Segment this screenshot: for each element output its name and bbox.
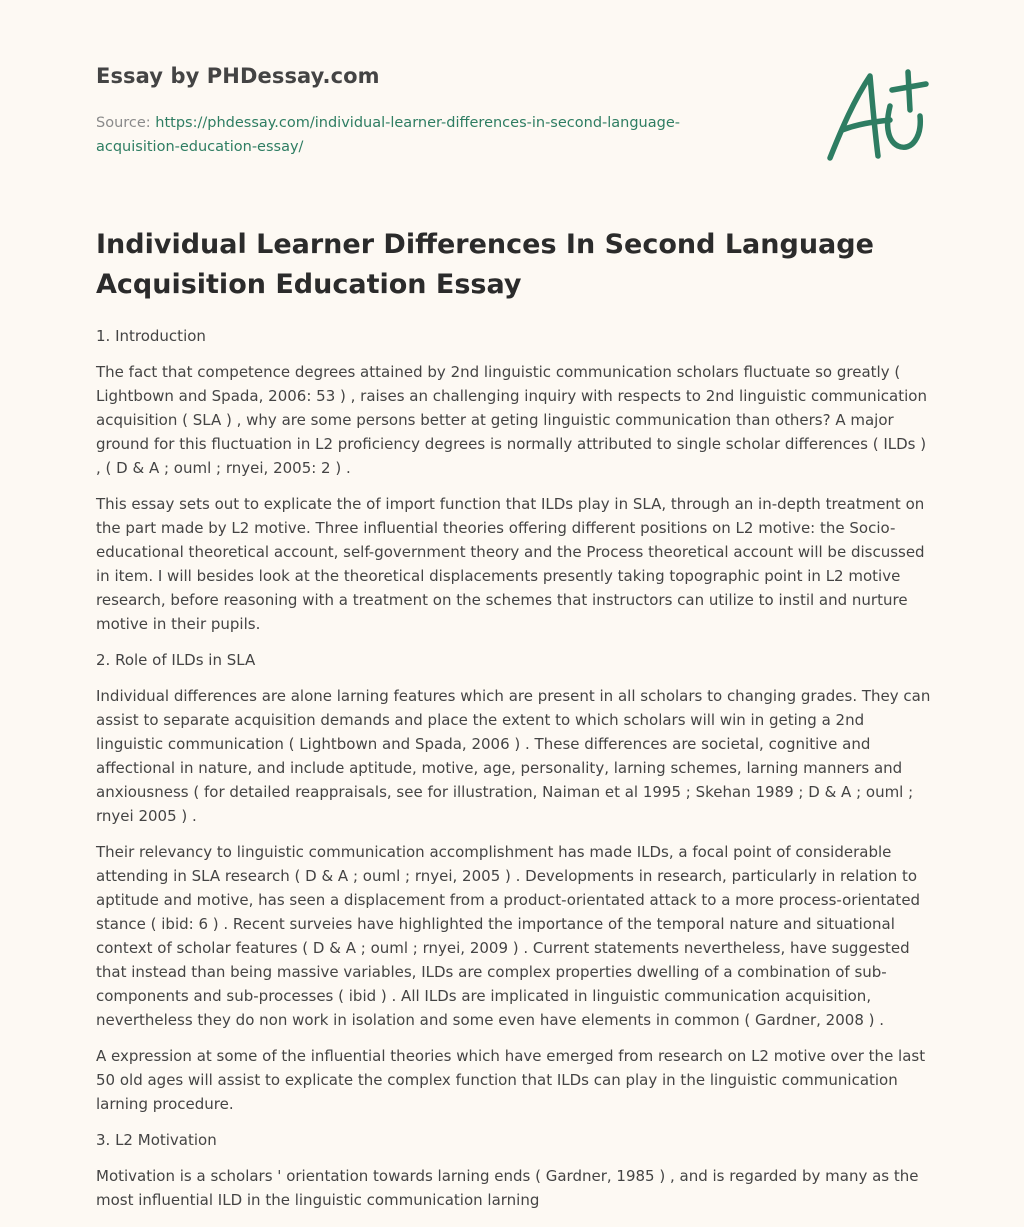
paragraph: The fact that competence degrees attained by 2nd linguistic communication scholars fluctuate so greatly ( Lightbown and Spada, 2006: 53 ) , raises an challenging inquiry with respects to 2nd linguistic communication acquisition ( SLA ) , why are some persons better at geting linguistic communication than others? A major ground for this fluctuation in L2 proficiency degrees is normally attributed to single scholar differences ( ILDs ) , ( D & A ; ouml ; rnyei, 2005: 2 ) . bbox=[96, 363, 927, 477]
paragraph: Their relevancy to linguistic communication accomplishment has made ILDs, a focal point of considerable attending in SLA research ( D & A ; ouml ; rnyei, 2005 ) . Developments in research, particularly in relation to aptitude and motive, has seen a displacement from a product-orientated attack to a more process-orientated stance ( ibid: 6 ) . Recent surveies have highlighted the importance of the temporal nature and situational context of scholar features ( D & A ; ouml ; rnyei, 2009 ) . Current statements nevertheless, have suggested that instead than being massive variables, ILDs are complex properties dwelling of a combination of sub-components and sub-processes ( ibid ) . All ILDs are implicated in linguistic communication acquisition, nevertheless they do non work in isolation and some even have elements in common ( Gardner, 2008 ) . bbox=[96, 843, 921, 1029]
a-plus-logo-icon bbox=[818, 66, 930, 166]
site-brand: Essay by PHDessay.com bbox=[96, 64, 380, 88]
essay-body bbox=[96, 324, 932, 1224]
paragraph: A expression at some of the influential theories which have emerged from research on L2 motive over the last 50 old ages will assist to explicate the complex function that ILDs can play in the linguistic communication larning procedure. bbox=[96, 1047, 926, 1113]
paragraph: Motivation is a scholars ' orientation towards larning ends ( Gardner, 1985 ) , and is regarded by many as the most influential ILD in the linguistic communication larning bbox=[96, 1167, 919, 1209]
paragraph: Individual differences are alone larning features which are present in all scholars to changing grades. They can assist to separate acquisition demands and place the extent to which scholars will win in geting a 2nd linguistic communication ( Lightbown and Spada, 2006 ) . These differences are societal, cognitive and affectional in nature, and include aptitude, motive, age, personality, larning schemes, larning manners and anxiousness ( for detailed reappraisals, see for illustration, Naiman et al 1995 ; Skehan 1989 ; D & A ; ouml ; rnyei 2005 ) . bbox=[96, 687, 931, 825]
section-heading: 1. Introduction bbox=[96, 327, 206, 345]
source-label: Source: bbox=[96, 115, 156, 131]
essay-title: Individual Learner Differences In Second Language Acquisition Education Essay bbox=[96, 229, 874, 300]
source-line bbox=[96, 111, 736, 159]
paragraph: This essay sets out to explicate the of import function that ILDs play in SLA, through an in-depth treatment on the part made by L2 motive. Three influential theories offering different positions on L2 motive: the Socio-educational theoretical account, self-government theory and the Process theoretical account will be discussed in item. I will besides look at the theoretical displacements presently taking topographic point in L2 motive research, before reasoning with a treatment on the schemes that instructors can utilize to instil and nurture motive in their pupils. bbox=[96, 495, 925, 633]
source-link[interactable]: https://phdessay.com/individual-learner-differences-in-second-language-acquisition-education-essay/ bbox=[96, 115, 680, 155]
section-heading: 2. Role of ILDs in SLA bbox=[96, 651, 256, 669]
section-heading: 3. L2 Motivation bbox=[96, 1131, 217, 1149]
